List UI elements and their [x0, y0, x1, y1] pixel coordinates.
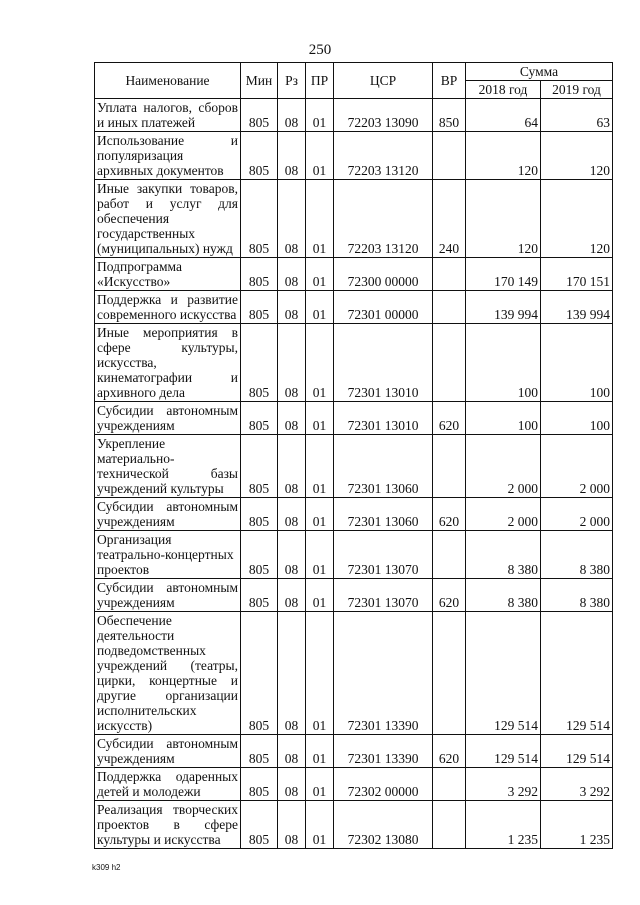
cell-pr: 01: [306, 531, 334, 579]
header-min: Мин: [241, 63, 278, 99]
cell-min: 805: [241, 99, 278, 132]
cell-name: Субсидии автономным учреждениям: [95, 579, 241, 612]
header-2019: 2019 год: [541, 81, 613, 99]
cell-pr: 01: [306, 180, 334, 258]
cell-vr: 620: [433, 579, 466, 612]
cell-sum-2019: 100: [541, 402, 613, 435]
cell-min: 805: [241, 579, 278, 612]
cell-sum-2019: 129 514: [541, 735, 613, 768]
cell-sum-2018: 1 235: [466, 801, 541, 849]
cell-vr: [433, 801, 466, 849]
cell-name: Субсидии автономным учреждениям: [95, 735, 241, 768]
cell-csr: 72301 13070: [334, 579, 433, 612]
cell-min: 805: [241, 801, 278, 849]
cell-min: 805: [241, 435, 278, 498]
cell-vr: [433, 324, 466, 402]
cell-rz: 08: [278, 258, 306, 291]
table-row: [95, 498, 613, 531]
cell-csr: 72301 13390: [334, 735, 433, 768]
cell-min: 805: [241, 498, 278, 531]
cell-name: Иные мероприятия в сфере культуры, искусства, кинематографии и архивного дела: [95, 324, 241, 402]
cell-rz: 08: [278, 180, 306, 258]
cell-pr: 01: [306, 402, 334, 435]
table-body: [95, 99, 613, 849]
cell-sum-2019: 2 000: [541, 435, 613, 498]
cell-name: Субсидии автономным учреждениям: [95, 498, 241, 531]
header-rz: Рз: [278, 63, 306, 99]
cell-csr: 72301 13390: [334, 612, 433, 735]
cell-sum-2019: 139 994: [541, 291, 613, 324]
cell-vr: [433, 768, 466, 801]
cell-sum-2019: 3 292: [541, 768, 613, 801]
cell-min: 805: [241, 258, 278, 291]
cell-sum-2018: 129 514: [466, 735, 541, 768]
cell-pr: 01: [306, 612, 334, 735]
cell-name: Укрепление материально-технической базы учреждений культуры: [95, 435, 241, 498]
cell-csr: 72302 13080: [334, 801, 433, 849]
cell-csr: 72302 00000: [334, 768, 433, 801]
cell-sum-2018: 8 380: [466, 531, 541, 579]
cell-pr: 01: [306, 579, 334, 612]
table-row: [95, 435, 613, 498]
cell-pr: 01: [306, 498, 334, 531]
cell-rz: 08: [278, 324, 306, 402]
cell-vr: 620: [433, 735, 466, 768]
cell-min: 805: [241, 324, 278, 402]
cell-min: 805: [241, 768, 278, 801]
header-name: Наименование: [95, 63, 241, 99]
cell-sum-2018: 2 000: [466, 435, 541, 498]
cell-name: Поддержка и развитие современного искусства: [95, 291, 241, 324]
cell-sum-2018: 100: [466, 324, 541, 402]
cell-rz: 08: [278, 435, 306, 498]
cell-rz: 08: [278, 291, 306, 324]
cell-name: Субсидии автономным учреждениям: [95, 402, 241, 435]
table-row: [95, 801, 613, 849]
cell-sum-2019: 8 380: [541, 579, 613, 612]
table-row: [95, 402, 613, 435]
cell-csr: 72301 00000: [334, 291, 433, 324]
cell-pr: 01: [306, 132, 334, 180]
cell-pr: 01: [306, 768, 334, 801]
header-sum: Сумма: [466, 63, 613, 81]
cell-csr: 72301 13060: [334, 435, 433, 498]
header-pr: ПР: [306, 63, 334, 99]
cell-rz: 08: [278, 579, 306, 612]
cell-pr: 01: [306, 99, 334, 132]
cell-pr: 01: [306, 801, 334, 849]
cell-csr: 72203 13090: [334, 99, 433, 132]
cell-rz: 08: [278, 402, 306, 435]
cell-rz: 08: [278, 498, 306, 531]
footer-code: k309 h2: [92, 863, 121, 872]
cell-sum-2018: 64: [466, 99, 541, 132]
table-row: [95, 324, 613, 402]
cell-rz: 08: [278, 612, 306, 735]
cell-rz: 08: [278, 801, 306, 849]
header-2018: 2018 год: [466, 81, 541, 99]
cell-rz: 08: [278, 531, 306, 579]
cell-rz: 08: [278, 132, 306, 180]
cell-min: 805: [241, 291, 278, 324]
table-row: [95, 291, 613, 324]
table-row: [95, 132, 613, 180]
cell-min: 805: [241, 735, 278, 768]
table-row: [95, 612, 613, 735]
cell-pr: 01: [306, 258, 334, 291]
cell-rz: 08: [278, 768, 306, 801]
cell-sum-2018: 100: [466, 402, 541, 435]
cell-csr: 72203 13120: [334, 180, 433, 258]
cell-vr: [433, 612, 466, 735]
cell-min: 805: [241, 132, 278, 180]
table-row: [95, 99, 613, 132]
cell-sum-2019: 100: [541, 324, 613, 402]
cell-name: Обеспечение деятельности подведомственных учреждений (театры, цирки, концертные и другие организации исполнительских искусств): [95, 612, 241, 735]
cell-sum-2018: 120: [466, 180, 541, 258]
cell-name: Реализация творческих проектов в сфере культуры и искусства: [95, 801, 241, 849]
cell-sum-2019: 8 380: [541, 531, 613, 579]
cell-sum-2019: 129 514: [541, 612, 613, 735]
table-row: [95, 258, 613, 291]
cell-rz: 08: [278, 735, 306, 768]
cell-sum-2019: 2 000: [541, 498, 613, 531]
cell-name: Подпрограмма «Искусство»: [95, 258, 241, 291]
table-row: [95, 735, 613, 768]
cell-vr: 620: [433, 498, 466, 531]
cell-pr: 01: [306, 324, 334, 402]
cell-name: Поддержка одаренных детей и молодежи: [95, 768, 241, 801]
table-header: [95, 63, 613, 99]
cell-sum-2019: 170 151: [541, 258, 613, 291]
cell-sum-2019: 120: [541, 180, 613, 258]
cell-vr: [433, 258, 466, 291]
cell-pr: 01: [306, 291, 334, 324]
cell-min: 805: [241, 531, 278, 579]
cell-csr: 72203 13120: [334, 132, 433, 180]
cell-vr: 850: [433, 99, 466, 132]
budget-table: [94, 62, 613, 849]
cell-vr: [433, 435, 466, 498]
cell-rz: 08: [278, 99, 306, 132]
cell-sum-2018: 170 149: [466, 258, 541, 291]
cell-vr: [433, 132, 466, 180]
page-number: 250: [308, 42, 332, 58]
cell-min: 805: [241, 180, 278, 258]
cell-vr: 620: [433, 402, 466, 435]
cell-sum-2018: 2 000: [466, 498, 541, 531]
cell-sum-2019: 120: [541, 132, 613, 180]
cell-vr: 240: [433, 180, 466, 258]
cell-sum-2018: 139 994: [466, 291, 541, 324]
cell-sum-2019: 1 235: [541, 801, 613, 849]
cell-vr: [433, 291, 466, 324]
cell-pr: 01: [306, 435, 334, 498]
cell-min: 805: [241, 402, 278, 435]
table-row: [95, 579, 613, 612]
table-row: [95, 531, 613, 579]
cell-sum-2018: 129 514: [466, 612, 541, 735]
cell-name: Иные закупки товаров, работ и услуг для обеспечения государственных (муниципальных) нужд: [95, 180, 241, 258]
cell-sum-2018: 3 292: [466, 768, 541, 801]
table-row: [95, 180, 613, 258]
cell-csr: 72301 13010: [334, 324, 433, 402]
header-csr: ЦСР: [334, 63, 433, 99]
cell-sum-2019: 63: [541, 99, 613, 132]
cell-csr: 72300 00000: [334, 258, 433, 291]
cell-csr: 72301 13060: [334, 498, 433, 531]
cell-name: Использование и популяризация архивных документов: [95, 132, 241, 180]
cell-min: 805: [241, 612, 278, 735]
header-vr: ВР: [433, 63, 466, 99]
cell-sum-2018: 8 380: [466, 579, 541, 612]
cell-name: Организация театрально-концертных проектов: [95, 531, 241, 579]
cell-pr: 01: [306, 735, 334, 768]
cell-sum-2018: 120: [466, 132, 541, 180]
cell-csr: 72301 13070: [334, 531, 433, 579]
cell-vr: [433, 531, 466, 579]
cell-name: Уплата налогов, сборов и иных платежей: [95, 99, 241, 132]
table-row: [95, 768, 613, 801]
cell-csr: 72301 13010: [334, 402, 433, 435]
header-row: [95, 63, 613, 81]
